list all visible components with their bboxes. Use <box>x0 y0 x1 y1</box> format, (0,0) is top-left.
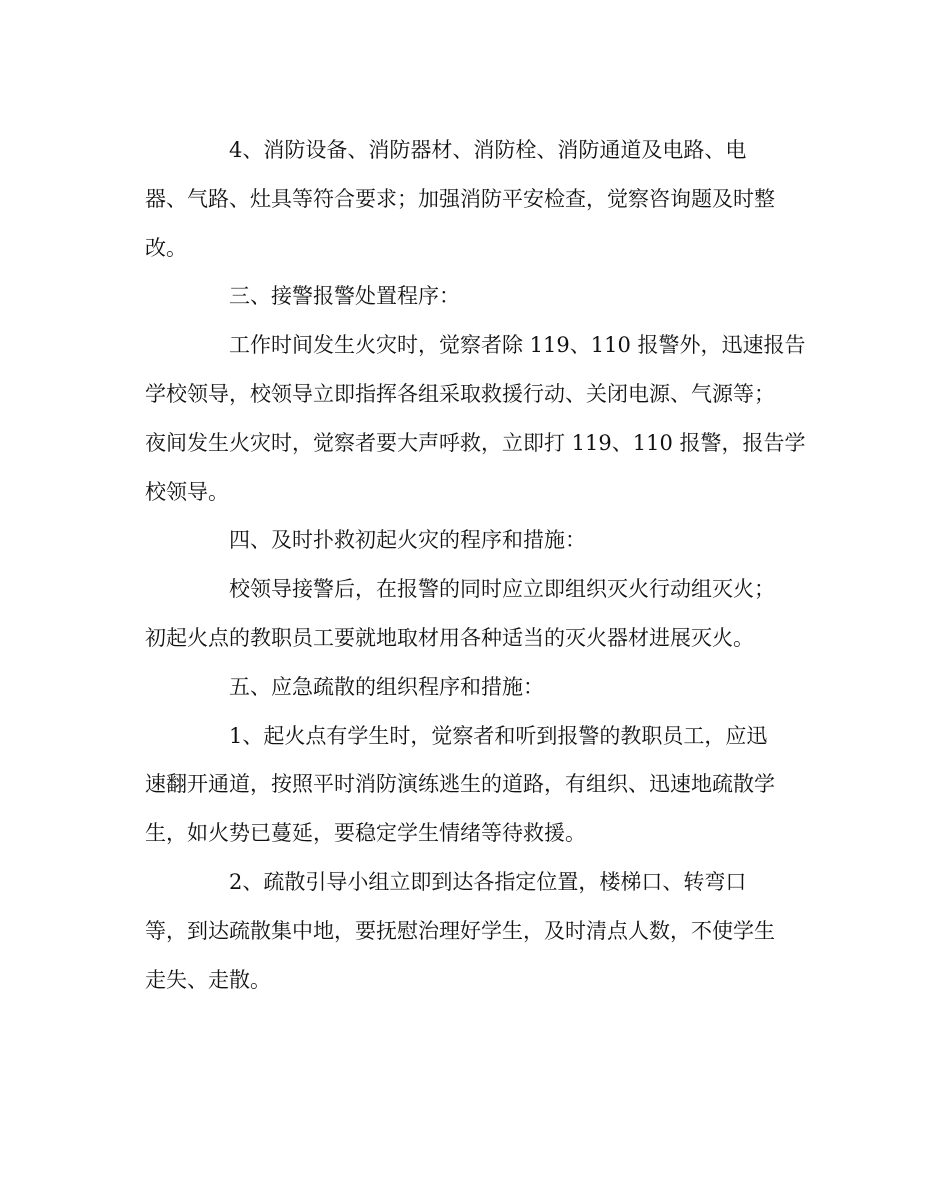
text-line: 学校领导，校领导立即指挥各组采取救援行动、关闭电源、气源等； <box>145 381 775 406</box>
text-line: 1、起火点有学生时，觉察者和听到报警的教职员工，应迅 <box>229 723 768 748</box>
text-line: 走失、走散。 <box>145 967 271 992</box>
text-line: 生，如火势已蔓延，要稳定学生情绪等待救援。 <box>145 821 586 846</box>
text-line: 2、疏散引导小组立即到达各指定位置，楼梯口、转弯口 <box>229 869 747 894</box>
text-line: 工作时间发生火灾时，觉察者除 119、110 报警外，迅速报告 <box>229 333 806 358</box>
text-line: 校领导接警后，在报警的同时应立即组织灭火行动组灭火； <box>229 577 775 602</box>
text-line: 改。 <box>145 235 187 260</box>
text-line: 初起火点的教职员工要就地取材用各种适当的灭火器材进展灭火。 <box>145 625 754 650</box>
text-line: 4、消防设备、消防器材、消防栓、消防通道及电路、电 <box>229 138 747 162</box>
text-line: 夜间发生火灾时，觉察者要大声呼救，立即打 119、110 报警，报告学 <box>145 430 806 455</box>
document-body <box>145 126 807 1004</box>
section-heading: 五、应急疏散的组织程序和措施： <box>229 674 544 699</box>
text-line: 器、气路、灶具等符合要求；加强消防平安检查，觉察咨询题及时整 <box>145 186 775 211</box>
text-line: 校领导。 <box>145 479 229 504</box>
text-line: 速翻开通道，按照平时消防演练逃生的道路，有组织、迅速地疏散学 <box>145 772 775 797</box>
text-line: 等，到达疏散集中地，要抚慰治理好学生，及时清点人数，不使学生 <box>145 918 775 943</box>
section-heading: 三、接警报警处置程序： <box>229 284 460 309</box>
section-heading: 四、及时扑救初起火灾的程序和措施： <box>229 528 586 553</box>
